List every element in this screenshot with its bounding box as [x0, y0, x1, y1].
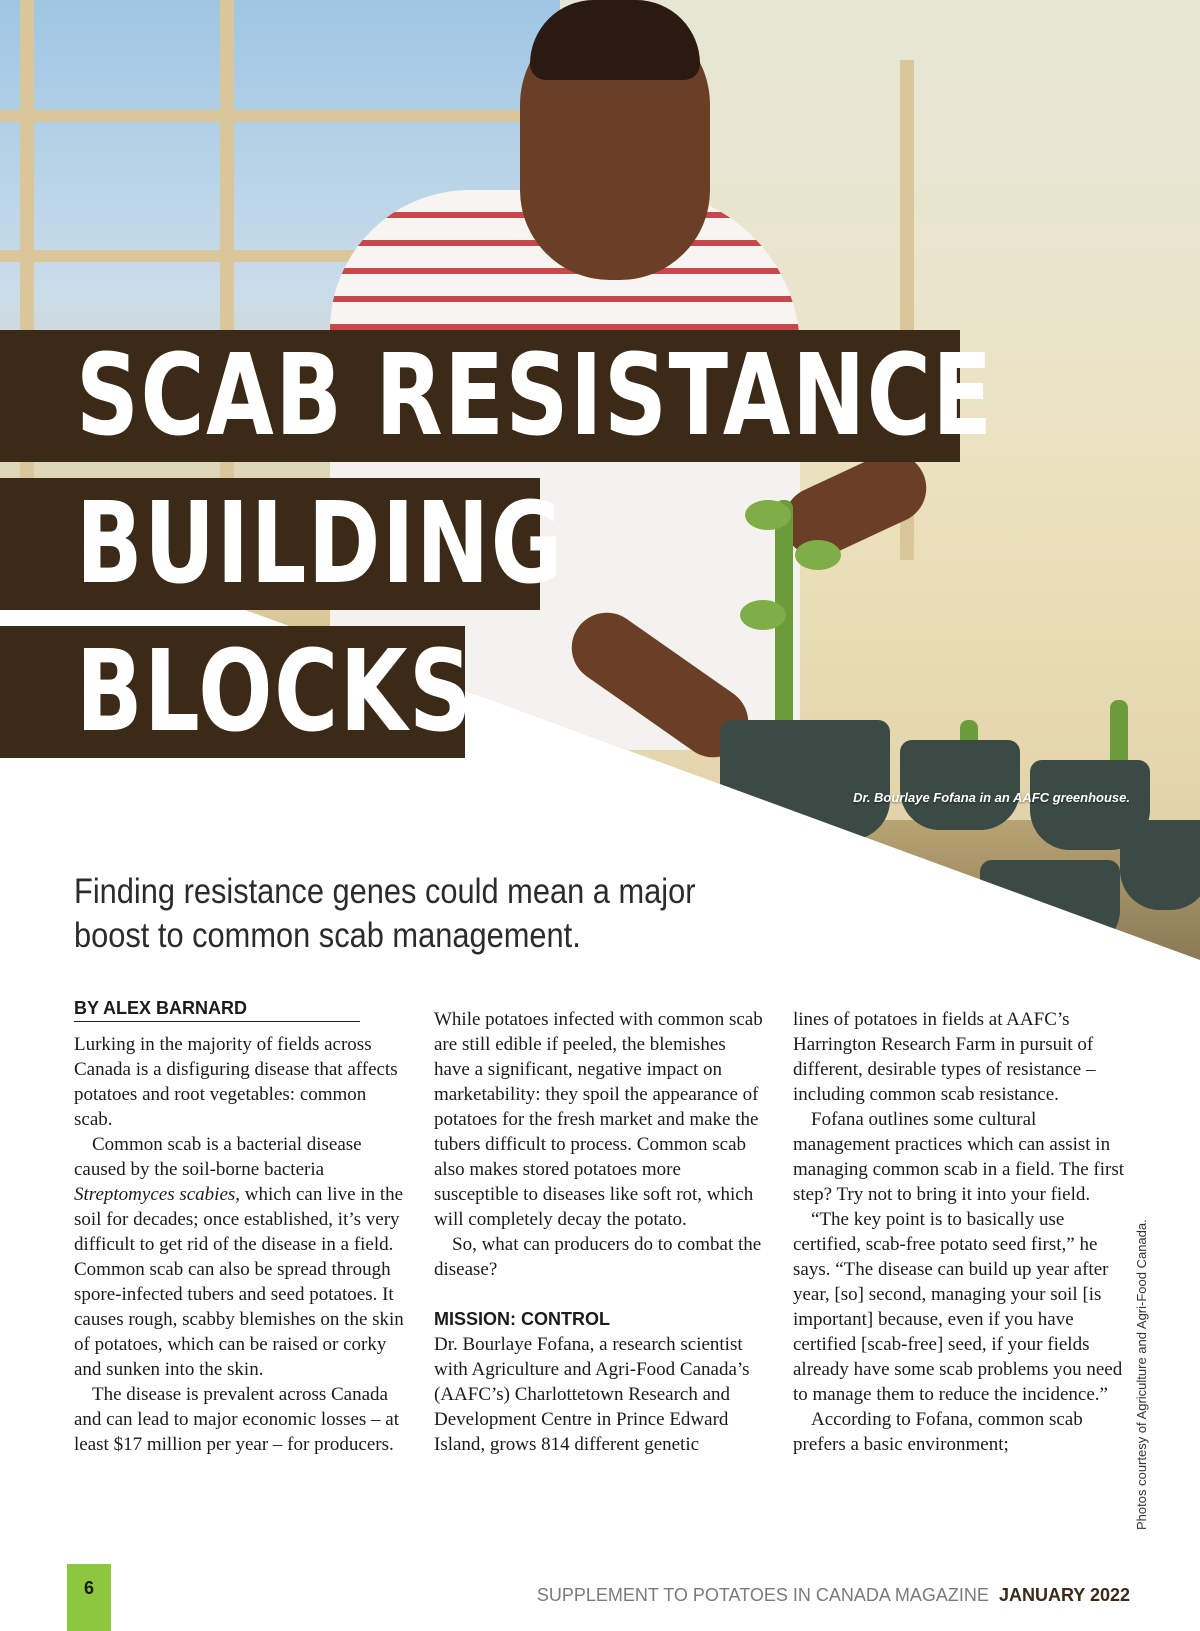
section-subhead: MISSION: CONTROL	[434, 1309, 610, 1329]
publication-name: SUPPLEMENT TO POTATOES IN CANADA MAGAZINE	[536, 1585, 989, 1605]
paragraph: Lurking in the majority of fields across Canada is a disfiguring disease that affects potatoes and root vegetables: common scab.	[74, 1034, 398, 1130]
article-column-2	[434, 1007, 766, 1457]
article-column-3	[793, 1007, 1125, 1457]
leaf	[795, 540, 841, 570]
title-line-3	[0, 626, 474, 758]
paragraph-text: , which can live in the soil for decades; once established, it’s very difficult to get rid of the disease in a field. Common scab can also be spread through spore-infected tubers and seed potatoes. It causes rough, scabby blemishes on the skin of potatoes, which can be raised or corky and sunken into the skin.	[74, 1184, 404, 1380]
title-line-1	[0, 330, 994, 462]
plant-pot	[1120, 820, 1200, 910]
paragraph: So, what can producers do to combat the disease?	[434, 1234, 762, 1280]
photo-caption: Dr. Bourlaye Fofana in an AAFC greenhouse.	[853, 790, 1130, 805]
paragraph-text: Common scab is a bacterial disease caused by the soil-borne bacteria	[74, 1134, 362, 1180]
paragraph	[74, 1132, 406, 1382]
title-text-3: BLOCKS	[76, 627, 474, 757]
paragraph: The disease is prevalent across Canada and can lead to major economic losses – at least $17 million per year – for producers.	[74, 1384, 400, 1455]
article-column-1	[74, 1032, 406, 1457]
page-number: 6	[83, 1578, 94, 1598]
paragraph: While potatoes infected with common scab are still edible if peeled, the blemishes have a significant, negative impact on marketability: they spoil the appearance of potatoes for the fresh market and make the tubers difficult to process. Common scab also makes stored potatoes more susceptible to diseases like soft rot, which will completely decay the potato.	[434, 1009, 763, 1230]
running-footer	[537, 1585, 1130, 1606]
title-text-2: BUILDING	[76, 479, 565, 609]
species-name: Streptomyces scabies	[74, 1184, 236, 1205]
greenhouse-frame	[0, 110, 560, 122]
paragraph: According to Fofana, common scab prefers a basic environment;	[793, 1409, 1083, 1455]
plant-pot	[980, 860, 1120, 950]
paragraph: “The key point is to basically use certified, scab-free potato seed first,” he says. “The disease can build up year after year, [so] second, managing your soil [is important] because, even if you have certified [scab-free] seed, if your fields already have some scab problems you need to manage them to reduce the incidence.”	[793, 1209, 1123, 1405]
leaf	[740, 600, 786, 630]
article-subtitle: Finding resistance genes could mean a major boost to common scab management.	[74, 872, 696, 955]
leaf	[745, 500, 791, 530]
paragraph: Dr. Bourlaye Fofana, a research scientist with Agriculture and Agri-Food Canada’s (AAFC’s) Charlottetown Research and Development Centre in Prince Edward Island, grows 814 different genetic	[434, 1334, 750, 1455]
paragraph: lines of potatoes in fields at AAFC’s Harrington Research Farm in pursuit of different, desirable types of resistance – including common scab resistance.	[793, 1009, 1096, 1105]
researcher-hair	[530, 0, 700, 80]
byline: BY ALEX BARNARD	[74, 998, 360, 1022]
page-tab	[67, 1564, 111, 1631]
issue-date: JANUARY 2022	[998, 1585, 1130, 1605]
photo-credit: Photos courtesy of Agriculture and Agri-Food Canada.	[1134, 1219, 1149, 1530]
title-line-2	[0, 478, 565, 610]
plant-pot	[720, 720, 890, 840]
paragraph: Fofana outlines some cultural management practices which can assist in managing common scab in a field. The first step? Try not to bring it into your field.	[793, 1109, 1125, 1205]
title-text-1: SCAB RESISTANCE	[76, 331, 994, 461]
plant-pot	[900, 740, 1020, 830]
